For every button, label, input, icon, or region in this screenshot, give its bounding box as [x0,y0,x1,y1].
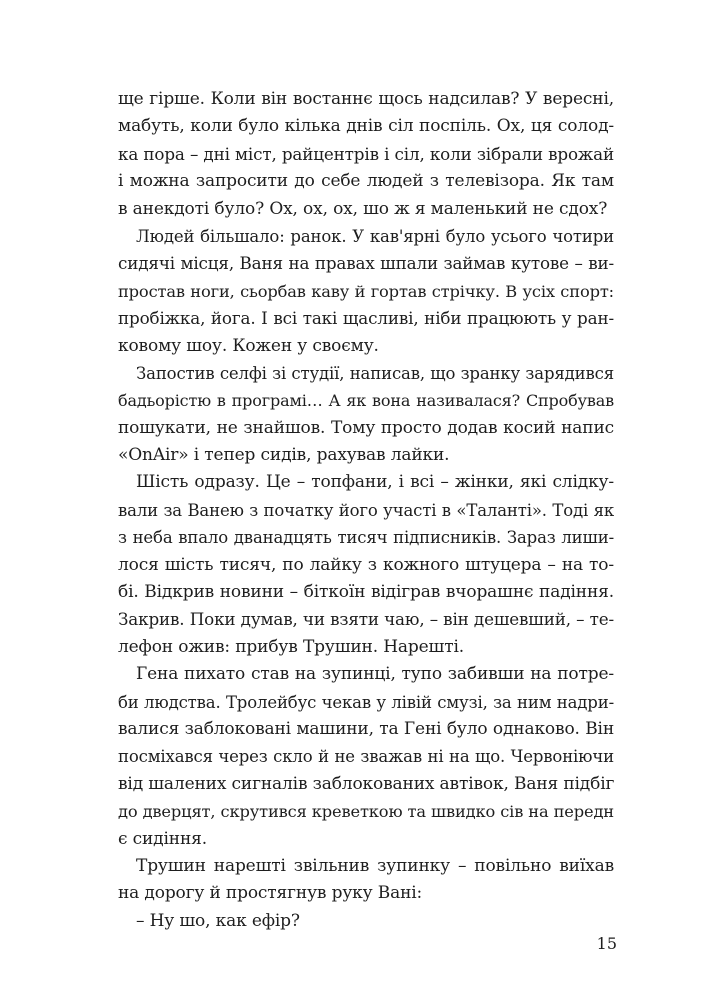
text-line: ка пора – дні міст, райцентрів і сіл, коли зібрали врожай [118,143,614,164]
text-line: валися заблоковані машини, та Гені було однаково. Він [118,718,614,739]
text-line: Шість одразу. Це – топфани, і всі – жінки, які слідку- [136,472,614,493]
text-line: на дорогу й простягнув руку Вані: [118,883,423,904]
text-line: Гена пихато став на зупинці, тупо забивши на потре- [136,664,614,685]
text-line: «OnAir» і тепер сидів, рахував лайки. [118,445,450,466]
text-line: бі. Відкрив новини – біткоїн відіграв вчорашнє падіння. [118,582,614,603]
text-line: би людства. Тролейбус чекав у лівій смузі, за ним надри- [118,692,614,712]
text-line: Закрив. Поки думав, чи взяти чаю, – він дешевший, – те- [118,609,614,630]
text-line: Запостив селфі зі студії, написав, що зранку зарядився [136,363,614,383]
text-line: ковому шоу. Кожен у своєму. [118,335,379,356]
text-line: і можна запросити до себе людей з телевізора. Як там [118,171,614,192]
text-line: з неба впало дванадцять тисяч підписників. Зараз лиши- [118,528,614,548]
text-line: від шалених сигналів заблокованих автівок, Ваня підбіг [118,773,615,794]
text-line: Трушин нарешті звільнив зупинку – повільно виїхав [136,855,614,876]
text-line: лося шість тисяч, по лайку з кожного штуцера – на то- [118,554,614,575]
body-text [118,86,614,935]
text-line: до дверцят, скрутився креветкою та швидко сів на передн [118,802,614,822]
text-line: Людей більшало: ранок. У кав'ярні було усього чотири [136,226,614,246]
text-line: сидячі місця, Ваня на правах шпали займав кутове – ви- [118,253,614,274]
text-line: бадьорістю в програмі… А як вона називалася? Спробував [118,391,614,411]
text-line: простав ноги, сьорбав каву й гортав стрічку. В усіх спорт: [118,281,614,301]
text-line: вали за Ванею з початку його участі в «Таланті». Тоді як [118,500,614,520]
text-line: мабуть, коли було кілька днів сіл поспіль. Ох, ця солод- [118,116,614,137]
text-line: посміхався через скло й не зважав ні на що. Червоніючи [118,747,614,767]
text-line: пробіжка, йога. І всі такі щасливі, ніби працюють у ран- [118,308,614,329]
text-line: ще гірше. Коли він востаннє щось надсилав? У вересні, [118,89,614,109]
text-line: є сидіння. [118,828,207,849]
text-line: – Ну шо, как ефір? [136,910,300,931]
text-line: пошукати, не знайшов. Тому просто додав косий напис [118,417,614,438]
text-line: лефон ожив: прибув Трушин. Нарешті. [118,636,464,657]
text-line: в анекдоті було? Ох, ох, ох, шо ж я маленький не сдох? [118,198,608,219]
page-number: 15 [596,934,617,953]
